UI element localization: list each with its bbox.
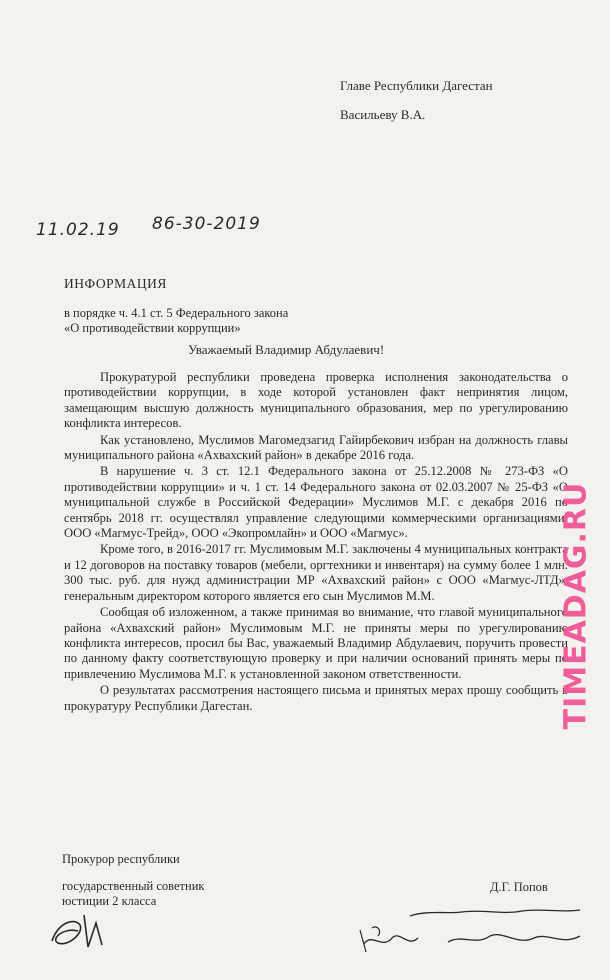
paragraph: В нарушение ч. 3 ст. 12.1 Федерального закона от 25.12.2008 № 273-ФЗ «О противодействии коррупции» и ч. 1 ст. 14 Федерального закона от 02.03.2007 № 25-ФЗ «О муниципальной службе в Российской Федерации» Муслимов М.Г. с декабря 2016 по сентябрь 2018 гг. осуществлял управление следующими коммерческими организациями: ООО «Магмус-Трейд», ООО «Экопромлайн» и ООО «Магмус».	[64, 464, 568, 541]
rank-line-2: юстиции 2 класса	[62, 894, 157, 908]
rank-line-1: государственный советник	[62, 879, 205, 893]
signature-mark	[44, 903, 114, 953]
registration-number: 86-30-2019	[152, 214, 261, 234]
paragraph: Кроме того, в 2016-2017 гг. Муслимовым М.Г. заключены 4 муниципальных контракта и 12 договоров на поставку товаров (мебели, оргтехники и инвентаря) на сумму более 1 млн. 300 тыс. руб. для нужд администрации МР «Ахвахский район» с ООО «Магмус-ЛТД», генеральным директором которого является его сын Муслимов М.М.	[64, 542, 568, 603]
paragraph: О результатах рассмотрения настоящего письма и принятых мерах прошу сообщить в прокуратуру Республики Дагестан.	[64, 683, 568, 713]
letter-body	[64, 370, 568, 714]
paragraph: Прокуратурой республики проведена проверка исполнения законодательства о противодействии коррупции, в ходе которой установлен факт непринятия лицом, замещающим высшую должность муниципального образования, мер по урегулированию конфликта интересов.	[64, 370, 568, 431]
signatory-position: Прокурор республики	[62, 852, 180, 866]
addressee-line-2: Васильеву В.А.	[340, 107, 426, 122]
watermark-text: TIMEADAG.RU	[558, 481, 594, 729]
basis-line-1: в порядке ч. 4.1 ст. 5 Федерального закона	[64, 306, 289, 320]
registration-date: 11.02.19	[36, 220, 120, 240]
handwritten-certification-note	[352, 900, 602, 956]
site-watermark	[556, 385, 596, 825]
signatory-name: Д.Г. Попов	[490, 880, 548, 894]
paragraph: Как установлено, Муслимов Магомедзагид Гайирбекович избран на должность главы муниципального района «Ахвахский район» в декабре 2016 года.	[64, 432, 568, 463]
addressee-line-1: Главе Республики Дагестан	[340, 78, 493, 93]
salutation: Уважаемый Владимир Абдулаевич!	[188, 342, 385, 357]
document-basis	[64, 306, 288, 336]
paragraph: Сообщая об изложенном, а также принимая во внимание, что главой муниципального района «Ахвахский район» Муслимовым М.Г. не приняты меры по урегулированию конфликта интересов, просил бы Вас, уважаемый Владимир Абдулаевич, поручить провести по данному факту соответствующую проверку и при наличии оснований принять меры по привлечению Муслимова М.Г. к установленной законом ответственности.	[64, 605, 568, 681]
document-heading: ИНФОРМАЦИЯ	[64, 276, 167, 291]
basis-line-2: «О противодействии коррупции»	[64, 321, 241, 335]
